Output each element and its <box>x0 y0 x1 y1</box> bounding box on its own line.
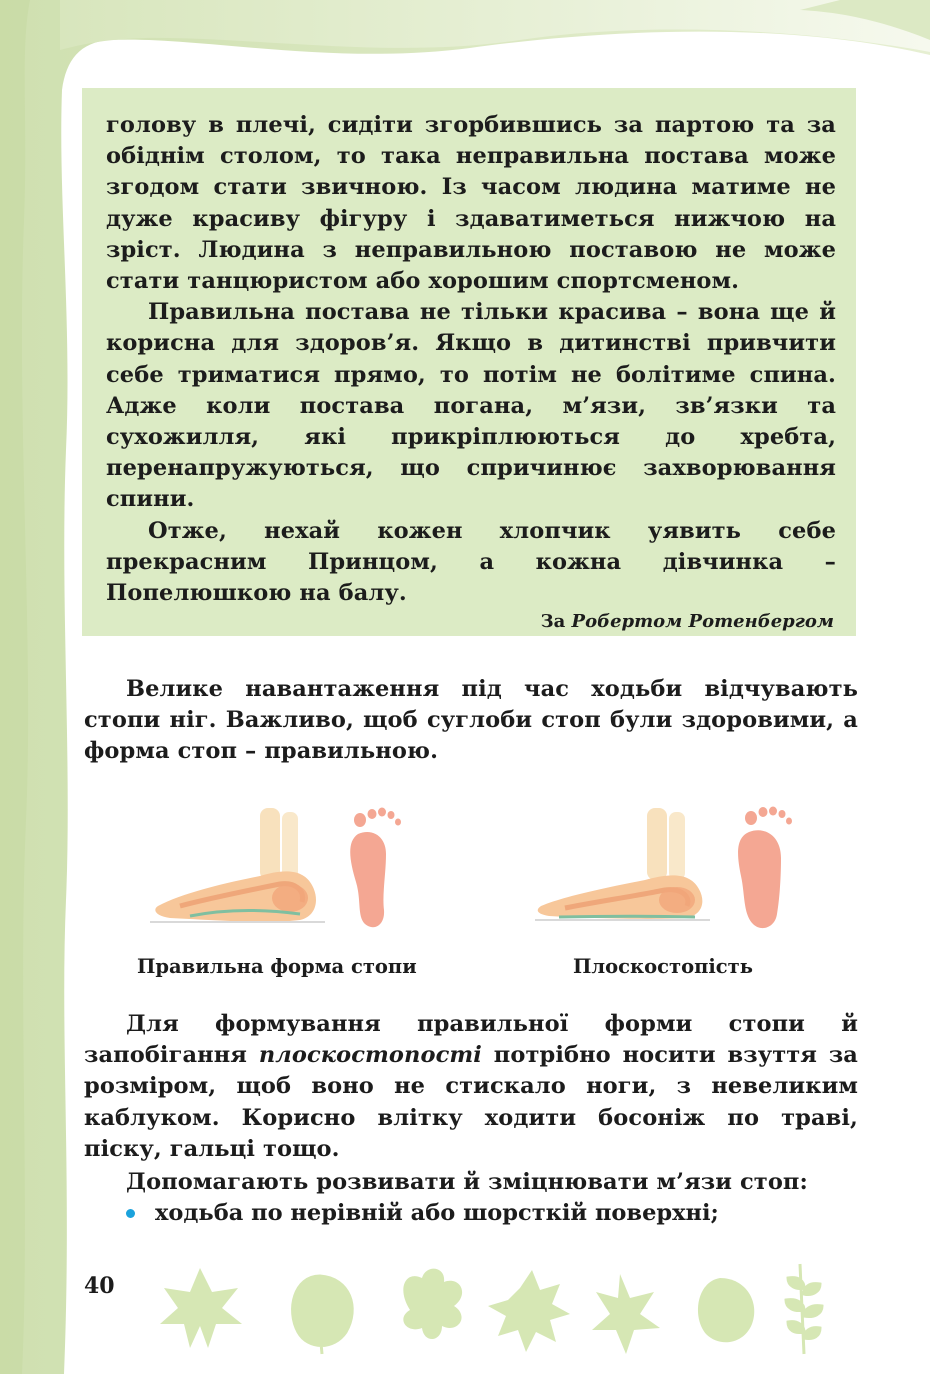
foot-skeleton-icon <box>150 808 325 922</box>
prevention-block <box>84 1009 858 1229</box>
list-item <box>84 1198 858 1229</box>
feet-intro-paragraph: Велике навантаження під час ходьби відчувають стопи ніг. Важливо, щоб суглоби стоп були здоровими, а форма стоп – правильною. <box>84 676 858 765</box>
excerpt-attribution <box>106 611 836 632</box>
leaf-icon <box>403 1269 462 1339</box>
leaves-decoration <box>160 1258 840 1358</box>
leaf-icon <box>698 1278 754 1342</box>
leaf-icon <box>293 1276 353 1354</box>
attribution-author: Робертом Ротенбергом <box>571 611 834 633</box>
reading-excerpt-box <box>82 88 856 636</box>
excerpt-paragraph-3: Отже, нехай кожен хлопчик уявить себе прекрасним Принцом, а кожна дівчинка – Попелюшкою на балу. <box>106 517 836 607</box>
flatfoot-term: плоскостопості <box>258 1042 482 1069</box>
leaf-icon <box>592 1274 660 1354</box>
feet-intro-block <box>84 674 858 768</box>
bullet-icon <box>126 1209 135 1218</box>
flat-foot-caption: Плоскостопість <box>573 955 753 978</box>
prevention-text-2: потрібно носити взуття за розміром, щоб воно не стискало ноги, з невеликим каблуком. Корисно влітку ходити босоніж по траві, піску, гальці тощо. <box>84 1042 858 1162</box>
attribution-prefix: За <box>540 611 566 633</box>
correct-foot-figure <box>150 798 420 938</box>
list-item-text: ходьба по нерівній або шорсткій поверхні; <box>155 1200 719 1227</box>
prevention-paragraph <box>84 1009 858 1165</box>
excerpt-paragraph-2: Правильна постава не тільки красива – вона ще й корисна для здоров’я. Якщо в дитинстві привчити себе триматися прямо, то потім не болітиме спина. Адже коли постава погана, м’язи, зв’язки та сухожилля, які прикріплюються до хребта, перенапружуються, що спричинює захворювання спини. <box>106 299 836 513</box>
page-number: 40 <box>84 1273 115 1299</box>
leaf-icon <box>160 1268 242 1348</box>
muscles-intro: Допомагають розвивати й зміцнювати м’язи стоп: <box>126 1169 808 1196</box>
footprint-icon <box>350 808 401 928</box>
correct-foot-caption: Правильна форма стопи <box>137 955 417 978</box>
prevention-text-1: Для формування правильної форми стопи й запобігання <box>84 1011 858 1069</box>
leaf-icon <box>488 1270 570 1352</box>
leaf-icon <box>786 1264 822 1354</box>
footprint-icon <box>738 807 792 929</box>
excerpt-paragraph-1: голову в плечі, сидіти згорбившись за партою та за обіднім столом, то така неправильна постава може згодом стати звичною. Із часом людина матиме не дуже красиву фігуру і здаватиметься нижчою на зріст. Людина з неправильною поставою не може стати танцюристом або хорошим спортсменом. <box>106 112 836 295</box>
flat-foot-figure <box>535 798 805 938</box>
foot-skeleton-icon <box>535 808 710 920</box>
